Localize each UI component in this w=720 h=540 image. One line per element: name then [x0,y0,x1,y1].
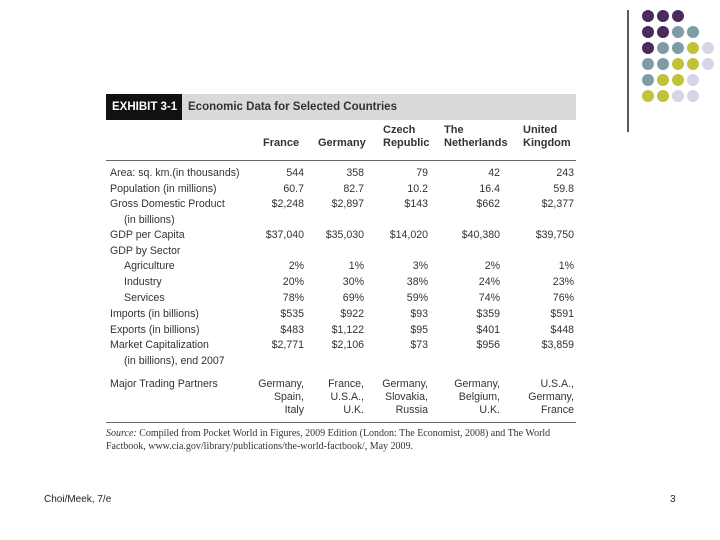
cell: 358 [346,167,364,179]
cell: $3,859 [541,339,574,351]
column-header-germany: Germany [318,137,366,149]
table-header [106,124,576,160]
cell: Germany, Spain, Italy [258,378,304,416]
row-label: Market Capitalization [110,339,209,351]
cell: France, U.S.A., U.K. [328,378,364,416]
cell: 1% [558,260,574,272]
table-row [106,198,576,214]
decor-dot [657,90,669,102]
cell: 1% [348,260,364,272]
decor-dot [687,74,699,86]
row-label: (in billions), end 2007 [124,354,225,367]
source-text: Compiled from Pocket World in Figures, 2009 Edition (London: The Economist, 2008) and The World Factbook, www.cia.gov/library/publications/the-world-factbook/, May 2009. [106,428,551,452]
source-prefix: Source: [106,428,137,439]
cell: 38% [406,276,428,288]
exhibit-header [106,94,576,120]
table-row [106,167,576,183]
cell: $483 [280,323,304,336]
column-header-uk: United Kingdom [523,124,571,149]
table-row [106,260,576,276]
exhibit-title: Economic Data for Selected Countries [188,101,397,113]
header-rule [106,160,576,161]
cell: $359 [476,308,500,320]
table-row [106,292,576,308]
decor-dot [642,10,654,22]
cell: $401 [476,323,500,336]
row-label: Exports (in billions) [110,323,200,336]
decor-dot [687,42,699,54]
trading-partners-row [106,378,576,420]
source-note [106,423,576,453]
cell: $591 [550,308,574,320]
cell: 79 [416,167,428,179]
cell: 243 [556,167,574,179]
cell: $2,248 [271,198,304,210]
cell: 42 [488,167,500,179]
row-label: GDP by Sector [110,244,181,257]
decor-dot [702,58,714,70]
table-row [106,355,576,371]
cell: 10.2 [407,182,428,195]
cell: U.S.A., Germany, France [528,378,574,416]
cell: 74% [478,292,500,304]
cell: $143 [404,198,428,210]
cell: Germany, Slovakia, Russia [382,378,428,416]
table-row [106,229,576,245]
cell: $956 [476,339,500,351]
table-row [106,308,576,324]
decor-dot [642,74,654,86]
table-row [106,324,576,340]
cell: $40,380 [461,229,500,241]
cell: 59.8 [553,182,574,195]
column-header-czech: Czech Republic [383,124,430,149]
cell: $2,106 [331,339,364,351]
decor-dot [672,58,684,70]
decor-dot-grid [640,8,720,108]
table-row [106,214,576,230]
cell: $73 [410,339,428,351]
row-label: Area: sq. km.(in thousands) [110,167,240,179]
cell: 30% [342,276,364,288]
table-row [106,245,576,261]
row-label: Gross Domestic Product [110,198,225,210]
row-label: (in billions) [124,213,175,226]
cell: $2,771 [271,339,304,351]
cell: 60.7 [283,182,304,195]
cell: 59% [406,292,428,304]
row-label: GDP per Capita [110,229,185,241]
cell: Germany, Belgium, U.K. [454,378,500,416]
decor-dot [687,90,699,102]
cell: $1,122 [331,323,364,336]
row-label: Industry [124,276,162,288]
decor-dot [672,42,684,54]
footer-citation: Choi/Meek, 7/e [44,494,112,505]
table-row [106,183,576,199]
cell: $448 [550,323,574,336]
decor-dot [702,42,714,54]
cell: 16.4 [479,182,500,195]
cell: $14,020 [389,229,428,241]
decor-dot [672,26,684,38]
cell: $37,040 [265,229,304,241]
cell: 78% [282,292,304,304]
cell: 544 [286,167,304,179]
cell: 23% [552,276,574,288]
cell: 69% [342,292,364,304]
cell: $2,377 [541,198,574,210]
cell: 24% [478,276,500,288]
page-number: 3 [670,494,676,505]
decor-dot [672,10,684,22]
row-label: Agriculture [124,260,175,272]
decor-dot [687,58,699,70]
cell: $93 [410,308,428,320]
decor-dot [657,74,669,86]
decor-dot [687,26,699,38]
decor-dot [657,26,669,38]
decor-dot [672,74,684,86]
decor-dot [657,10,669,22]
cell: $535 [280,308,304,320]
cell: $95 [410,323,428,336]
column-header-netherlands: The Netherlands [444,124,508,149]
cell: $39,750 [535,229,574,241]
cell: 2% [484,260,500,272]
cell: 3% [412,260,428,272]
table-row [106,276,576,292]
cell: 20% [282,276,304,288]
decor-dot [642,58,654,70]
decor-vertical-line [627,10,629,132]
row-label: Population (in millions) [110,182,217,195]
row-label: Imports (in billions) [110,308,199,320]
decor-dot [672,90,684,102]
decor-dot [642,26,654,38]
decor-dot [642,90,654,102]
cell: $662 [476,198,500,210]
decor-dot [642,42,654,54]
exhibit-figure [106,94,576,453]
table-row [106,339,576,355]
cell: $922 [340,308,364,320]
cell: 76% [552,292,574,304]
exhibit-label: EXHIBIT 3-1 [106,94,182,120]
row-label: Major Trading Partners [110,378,218,390]
table-body [106,167,576,370]
cell: $2,897 [331,198,364,210]
column-header-france: France [263,137,300,149]
decor-dot [657,58,669,70]
cell: 82.7 [343,182,364,195]
row-label: Services [124,292,165,304]
cell: 2% [288,260,304,272]
decor-dot [657,42,669,54]
cell: $35,030 [325,229,364,241]
